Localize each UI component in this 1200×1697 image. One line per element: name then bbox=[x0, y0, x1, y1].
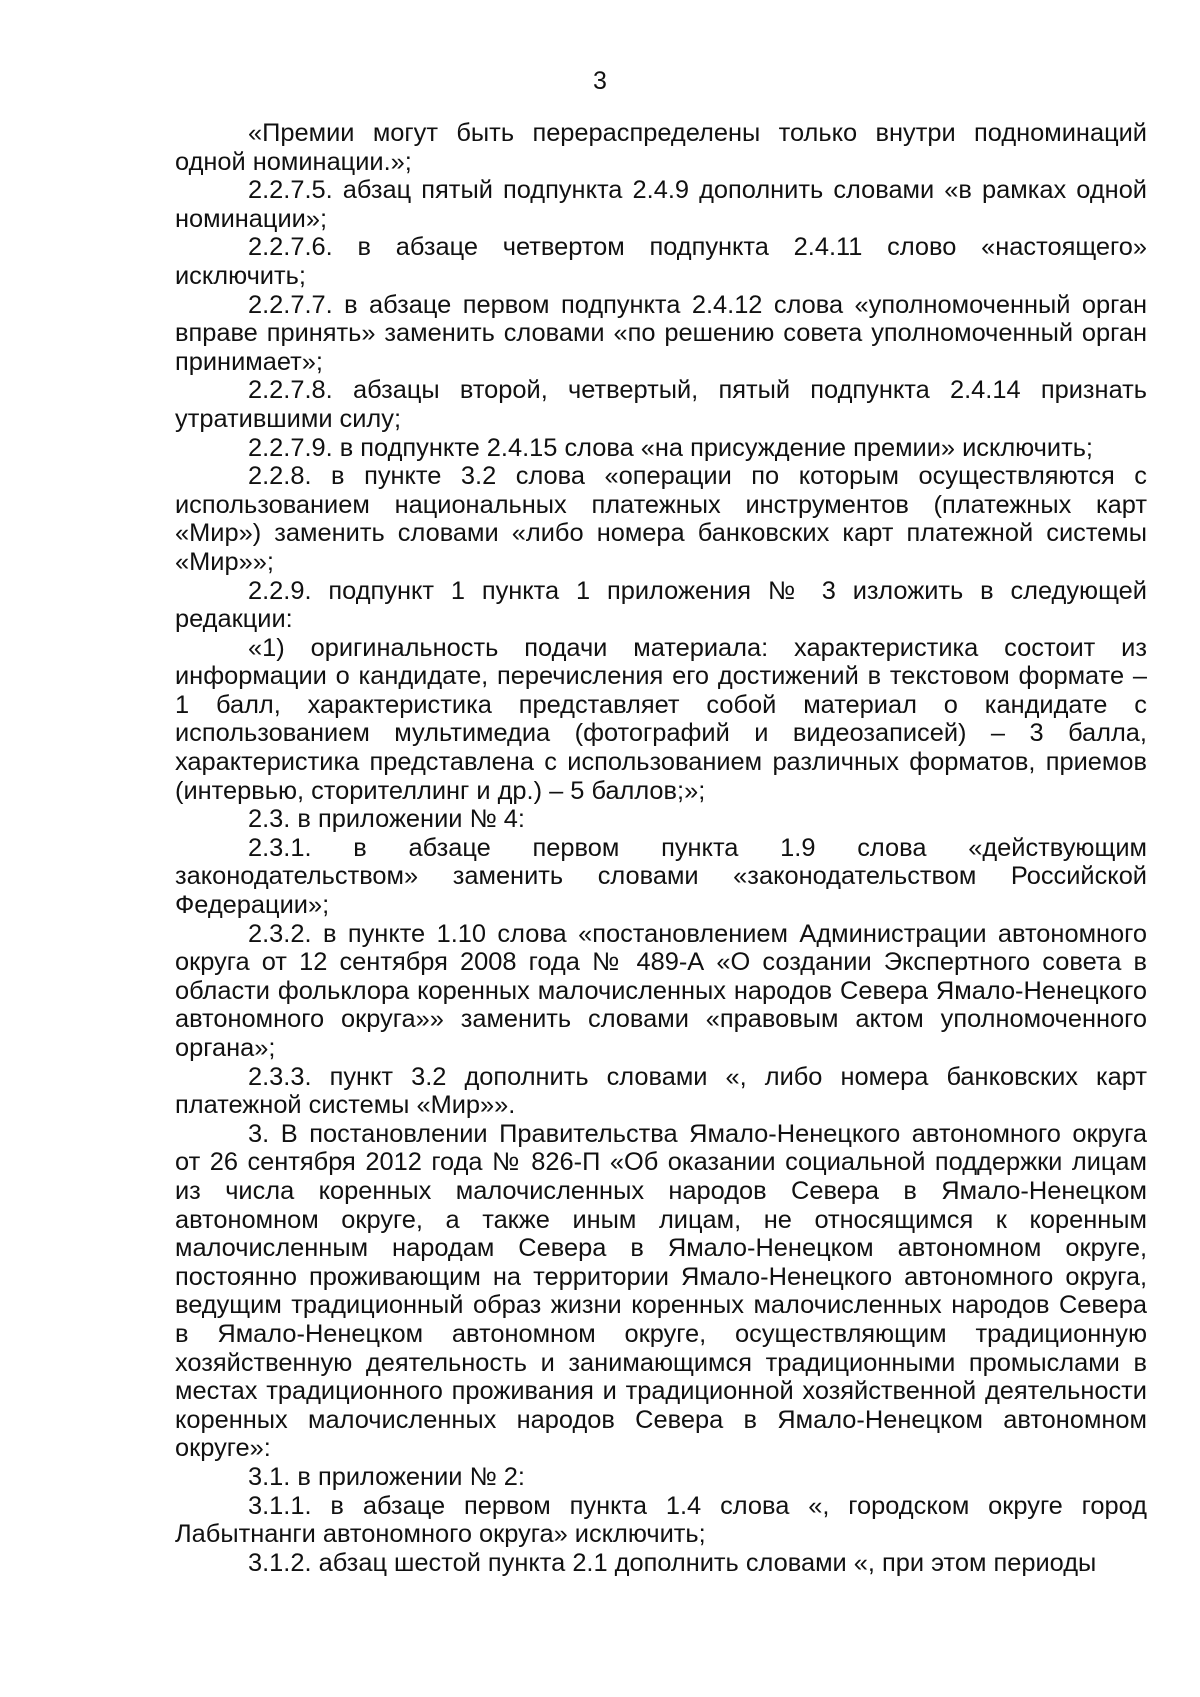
paragraph-2-3-2: 2.3.2. в пункте 1.10 слова «постановлением Администрации автономного округа от 12 сентября 2008 года № 489-А «О создании Экспертного совета в области фольклора коренных малочисленных народов Севера Ямало-Ненецкого автономного округа»» заменить словами «правовым актом уполномоченного органа»; bbox=[175, 919, 1147, 1062]
page-number: 3 bbox=[593, 67, 607, 95]
paragraph-3-1: 3.1. в приложении № 2: bbox=[248, 1462, 525, 1491]
paragraph-premium-redistribution: «Премии могут быть перераспределены только внутри подноминаций одной номинации.»; bbox=[175, 119, 1147, 176]
document-body bbox=[175, 119, 1147, 1577]
paragraph-2-2-8: 2.2.8. в пункте 3.2 слова «операции по которым осуществляются с использованием национальных платежных инструментов (платежных карт «Мир») заменить словами «либо номера банковских карт платежной системы «Мир»»; bbox=[175, 462, 1147, 576]
paragraph-3-1-2: 3.1.2. абзац шестой пункта 2.1 дополнить словами «, при этом периоды bbox=[248, 1548, 1097, 1577]
paragraph-3: 3. В постановлении Правительства Ямало-Ненецкого автономного округа от 26 сентября 2012 года № 826-П «Об оказании социальной поддержки лицам из числа коренных малочисленных народов Севера в Ямало-Ненецком автономном округе, а также иным лицам, не относящимся к коренным малочисленным народам Севера в Ямало-Ненецком автономном округе, постоянно проживающим на территории Ямало-Ненецкого автономного округа, ведущим традиционный образ жизни коренных малочисленных народов Севера в Ямало-Ненецком автономном округе, осуществляющим традиционную хозяйственную деятельность и занимающимся традиционными промыслами в местах традиционного проживания и традиционной хозяйственной деятельности коренных малочисленных народов Севера в Ямало-Ненецком автономном округе»: bbox=[175, 1119, 1147, 1463]
paragraph-originality-criterion: «1) оригинальность подачи материала: характеристика состоит из информации о кандидате, перечисления его достижений в текстовом формате – 1 балл, характеристика представляет собой материал о кандидате с использованием мультимедиа (фотографий и видеозаписей) – 3 балла, характеристика представлена с использованием различных форматов, приемов (интервью, сторителлинг и др.) – 5 баллов;»; bbox=[175, 633, 1147, 805]
paragraph-2-2-7-7: 2.2.7.7. в абзаце первом подпункта 2.4.12 слова «уполномоченный орган вправе принять» заменить словами «по решению совета уполномоченный орган принимает»; bbox=[175, 290, 1147, 376]
paragraph-2-2-7-9: 2.2.7.9. в подпункте 2.4.15 слова «на присуждение премии» исключить; bbox=[248, 433, 1093, 462]
paragraph-2-2-9: 2.2.9. подпункт 1 пункта 1 приложения № 3 изложить в следующей редакции: bbox=[175, 576, 1147, 634]
paragraph-3-1-1: 3.1.1. в абзаце первом пункта 1.4 слова «, городском округе город Лабытнанги автономного округа» исключить; bbox=[175, 1491, 1147, 1549]
paragraph-2-2-7-5: 2.2.7.5. абзац пятый подпункта 2.4.9 дополнить словами «в рамках одной номинации»; bbox=[175, 176, 1147, 233]
paragraph-2-3: 2.3. в приложении № 4: bbox=[248, 805, 525, 834]
paragraph-2-3-3: 2.3.3. пункт 3.2 дополнить словами «, либо номера банковских карт платежной системы «Мир»». bbox=[175, 1062, 1147, 1120]
paragraph-2-2-7-8: 2.2.7.8. абзацы второй, четвертый, пятый подпункта 2.4.14 признать утратившими силу; bbox=[175, 376, 1147, 433]
paragraph-2-2-7-6: 2.2.7.6. в абзаце четвертом подпункта 2.4.11 слово «настоящего» исключить; bbox=[175, 233, 1147, 290]
paragraph-2-3-1: 2.3.1. в абзаце первом пункта 1.9 слова «действующим законодательством» заменить словами «законодательством Российской Федерации»; bbox=[175, 833, 1147, 920]
